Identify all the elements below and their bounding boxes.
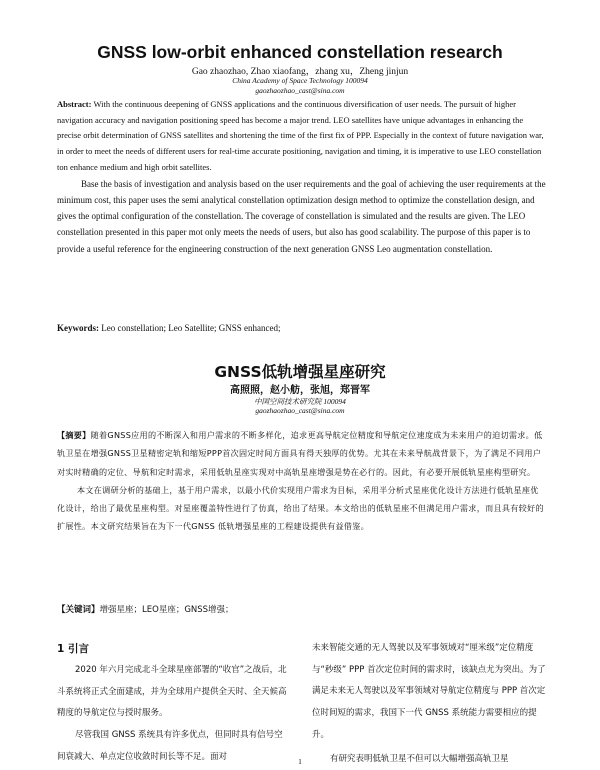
chinese-keywords-label: 【关键词】 — [57, 605, 100, 615]
page-number: 1 — [298, 757, 302, 766]
chinese-affiliation: 中国空间技术研究院 100094 — [254, 397, 346, 406]
body-paragraph: 2020 年六月完成北斗全球星座部署的“收官”之战后，北斗系统将正式全面建成，并为全球用户提供全天时、全天候高精度的导航定位与授时服务。 — [57, 665, 287, 719]
english-authors: Gao zhaozhao, Zhao xiaofang，zhang xu，Zheng jinjun — [191, 67, 409, 77]
abstract-label: Abstract: — [57, 99, 92, 109]
chinese-email: gaozhaozhao_cast@sina.com — [255, 406, 345, 415]
body-left-column — [57, 638, 290, 769]
chinese-abstract — [57, 426, 547, 536]
english-abstract-paragraph-2: Base the basis of investigation and analysis based on the user requirements and the goal of achieving the user requirements at the minimum cost, this paper uses the semi analytical constellation optimization design method to optimize the constellation design, and gives the optimal configuration of the constellation. The coverage of constellation is simulated and the results are given. The LEO constellation presented in this paper mot only meets the needs of users, but also has good scalability. The purpose of this paper is to provide a useful reference for the engineering construction of the next generation GNSS Leo augmentation constellation. — [57, 178, 546, 254]
chinese-abstract-paragraph-1 — [57, 426, 547, 481]
abstract-text-1: With the continuous deepening of GNSS applications and the continuous diversification of user needs. The pursuit of higher navigation accuracy and navigation positioning speed has become a major trend. LEO satellites have unique advantages in enhancing the precise orbit determination of GNSS satellites and shortening the time of the first fix of PPP. Especially in the context of future navigation war, in order to meet the needs of different users for real-time accurate positioning, navigation and timing, it is imperative to use LEO constellation ton enhance medium and high orbit satellites. — [57, 99, 544, 172]
chinese-abstract-paragraph-2: 本文在调研分析的基础上，基于用户需求，以最小代价实现用户需求为目标，采用半分析式星座优化设计方法进行低轨星座优化设计，给出了最优星座构型。对星座覆盖特性进行了仿真，给出了结果。本文给出的低轨星座不但满足用户需求，而且具有较好的扩展性。本文研究结果旨在为下一代GNSS 低轨增强星座的工程建设提供有益借鉴。 — [57, 484, 544, 532]
body-paragraph: 未来智能交通的无人驾驶以及军事领域对“厘米级”定位精度与“秒级” PPP 首次定位时间的需求时，该缺点尤为突出。为了满足未来无人驾驶以及军事领域对导航定位精度与 PPP 首次定位时间短的需求，我国下一代 GNSS 系统能力需要相应的提升。 — [312, 643, 546, 740]
chinese-abstract-text-1: 随着GNSS应用的不断深入和用户需求的不断多样化，追求更高导航定位精度和导航定位速度成为未来用户的迫切需求。低轨卫星在增强GNSS卫星精密定轨和缩短PPP首次固定时间方面具有得天独厚的优势。尤其在未来导航战背景下，为了满足不同用户对实时精确的定位、导航和定时需求，采用低轨星座实现对中高轨星座增强是势在必行的。因此，有必要开展低轨星座构型研究。 — [57, 430, 543, 477]
body-paragraph: 有研究表明低轨卫星不但可以大幅增强高轨卫星 — [330, 753, 509, 764]
chinese-keywords-text: 增强星座；LEO星座；GNSS增强； — [99, 605, 234, 615]
section-heading: 1 引言 — [57, 643, 89, 655]
chinese-keywords — [57, 603, 547, 615]
english-abstract-paragraph-1 — [57, 97, 547, 176]
chinese-authors: 高照照，赵小舫，张旭，郑晋军 — [230, 385, 370, 396]
english-affiliation: China Academy of Space Technology 100094 — [232, 76, 368, 85]
english-title: GNSS low-orbit enhanced constellation research — [97, 42, 503, 62]
body-right-column — [312, 638, 550, 770]
keywords-label: Keywords: — [57, 323, 99, 333]
english-email: gaozhaozhao_cast@sina.com — [255, 86, 345, 95]
english-keywords — [57, 323, 547, 333]
chinese-abstract-label: 【摘要】 — [57, 430, 91, 440]
keywords-text: Leo constellation; Leo Satellite; GNSS enhanced; — [99, 323, 281, 333]
chinese-title: GNSS低轨增强星座研究 — [214, 363, 386, 381]
body-paragraph: 尽管我国 GNSS 系统具有许多优点，但同时具有信号空间衰减大、单点定位收敛时间长等不足。面对 — [57, 730, 283, 762]
english-abstract — [57, 97, 547, 257]
